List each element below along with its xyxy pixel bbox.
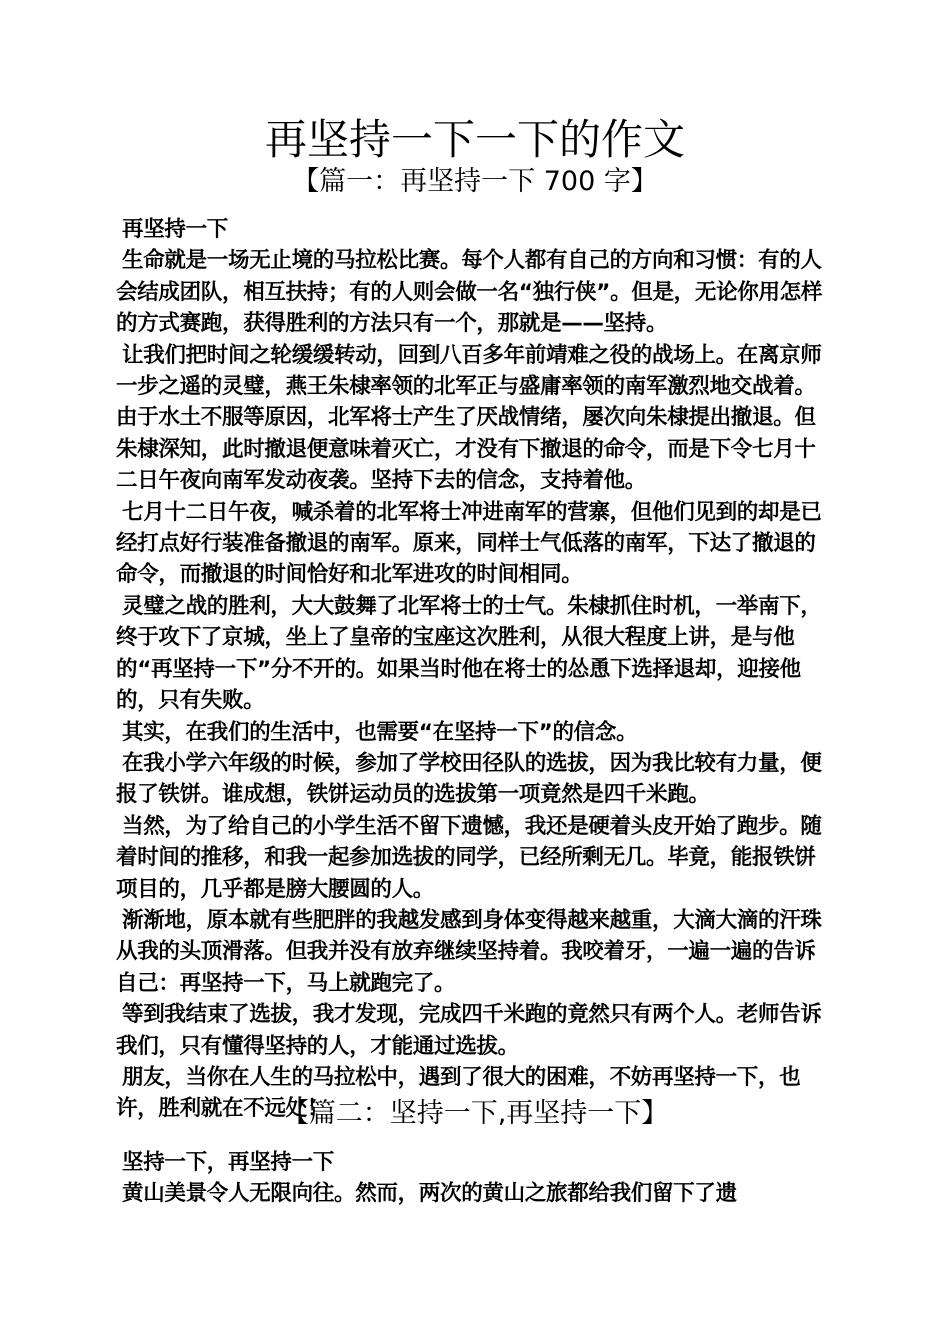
document-title: 再坚持一下一下的作文	[264, 115, 685, 164]
section-1-body	[116, 214, 836, 1125]
paragraph: 当然，为了给自己的小学生活不留下遗憾，我还是硬着头皮开始了跑步。随着时间的推移，和我一起参加选拔的同学，已经所剩无几。毕竟，能报铁饼项目的，几乎都是膀大腰圆的人。	[116, 813, 822, 902]
section-1-subtitle: 再坚持一下	[122, 217, 229, 242]
paragraph: 在我小学六年级的时候，参加了学校田径队的选拔，因为我比较有力量，便报了铁饼。谁成想，铁饼运动员的选拔第一项竟然是四千米跑。	[116, 750, 822, 808]
paragraph: 等到我结束了选拔，我才发现，完成四千米跑的竟然只有两个人。老师告诉我们，只有懂得坚持的人，才能通过选拔。	[116, 1002, 822, 1059]
paragraph: 生命就是一场无止境的马拉松比赛。每个人都有自己的方向和习惯：有的人会结成团队，相互扶持；有的人则会做一名“独行侠”。但是，无论你用怎样的方式赛跑，获得胜利的方法只有一个，那就是——坚持。	[116, 248, 823, 337]
paragraph: 七月十二日午夜，喊杀着的北军将士冲进南军的营寨，但他们见到的却是已经打点好行装准备撤退的南军。原来，同样士气低落的南军，下达了撤退的命令，而撤退的时间恰好和北军进攻的时间相同。	[116, 499, 822, 588]
paragraph: 灵璧之战的胜利，大大鼓舞了北军将士的士气。朱棣抓住时机，一举南下，终于攻下了京城，坐上了皇帝的宝座这次胜利，从很大程度上讲，是与他的“再坚持一下”分不开的。如果当时他在将士的怂恿下选择退却，迎接他的，只有失败。	[116, 593, 822, 714]
paragraph: 黄山美景令人无限向往。然而，两次的黄山之旅都给我们留下了遗	[122, 1181, 737, 1207]
paragraph: 其实，在我们的生活中，也需要“在坚持一下”的信念。	[122, 719, 638, 745]
section-2-subtitle: 坚持一下，再坚持一下	[122, 1150, 335, 1175]
section-2-body	[116, 1147, 836, 1210]
section-2-heading: 【篇二：坚持一下,再坚持一下】	[281, 1098, 669, 1129]
paragraph: 朋友，当你在人生的马拉松中，遇到了很大的困难，不妨再坚持一下，也许，胜利就在不远处！	[116, 1064, 801, 1122]
section-1-heading: 【篇一：再坚持一下 700 字】	[292, 166, 658, 197]
paragraph: 让我们把时间之轮缓缓转动，回到八百多年前靖难之役的战场上。在离京师一步之遥的灵璧，燕王朱棣率领的北军正与盛庸率领的南军激烈地交战着。由于水土不服等原因，北军将士产生了厌战情绪，屡次向朱棣提出撤退。但朱棣深知，此时撤退便意味着灭亡，才没有下撤退的命令，而是下令七月十二日午夜向南军发动夜袭。坚持下去的信念，支持着他。	[116, 342, 822, 494]
paragraph: 渐渐地，原本就有些肥胖的我越发感到身体变得越来越重，大滴大滴的汗珠从我的头顶滑落。但我并没有放弃继续坚持着。我咬着牙，一遍一遍的告诉自己：再坚持一下，马上就跑完了。	[116, 907, 822, 996]
